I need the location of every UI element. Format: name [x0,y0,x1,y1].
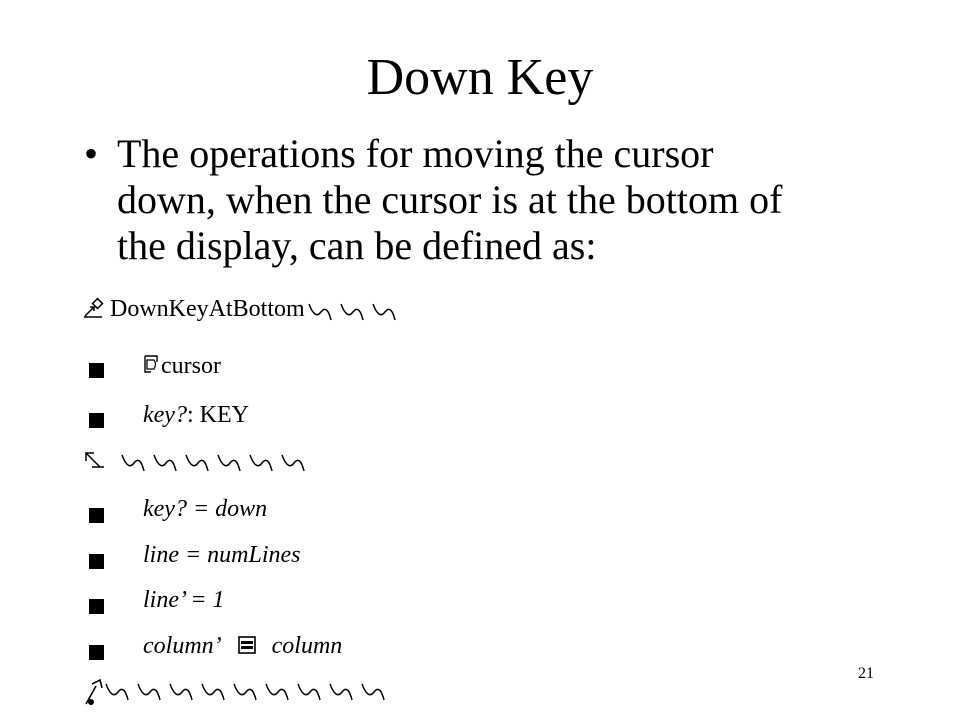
predicate-bullet-icon [89,590,104,620]
predicate-column [143,631,342,661]
schema-close-icon [82,676,392,708]
schema-divider-icon [82,447,322,477]
schema-open-icon [82,297,104,319]
predicate-key-down: key? = down [143,496,268,522]
schema-close [82,676,392,706]
schema-header-line-icon [305,298,401,322]
declaration-bullet-icon [89,354,104,384]
bullet-dot-icon: • [84,131,99,176]
declaration-cursor [143,351,221,381]
predicate-column-rhs: column [271,633,343,659]
predicate-column-prime: column’ [143,633,222,659]
schema-header [82,294,401,324]
equivalence-icon [238,636,256,654]
declaration-key-type: : KEY [186,402,249,428]
predicate-bullet-icon [89,499,104,529]
delta-icon [143,354,159,376]
slide-title: Down Key [366,49,594,106]
declaration-key-name: key? [143,402,187,428]
predicate-line-numlines: line = numLines [143,542,301,568]
predicate-bullet-icon [89,636,104,666]
predicate-line-prime: line’ = 1 [143,587,225,613]
schema-divider [82,447,322,477]
declaration-bullet-icon [89,404,104,434]
declaration-key [143,400,249,430]
page-number: 21 [858,665,874,682]
predicate-bullet-icon [89,545,104,575]
schema-name: DownKeyAtBottom [110,296,305,322]
declaration-cursor-label: cursor [161,353,221,379]
bullet-text: The operations for moving the cursor down, when the cursor is at the bottom of the display, can be defined as: [117,131,783,268]
